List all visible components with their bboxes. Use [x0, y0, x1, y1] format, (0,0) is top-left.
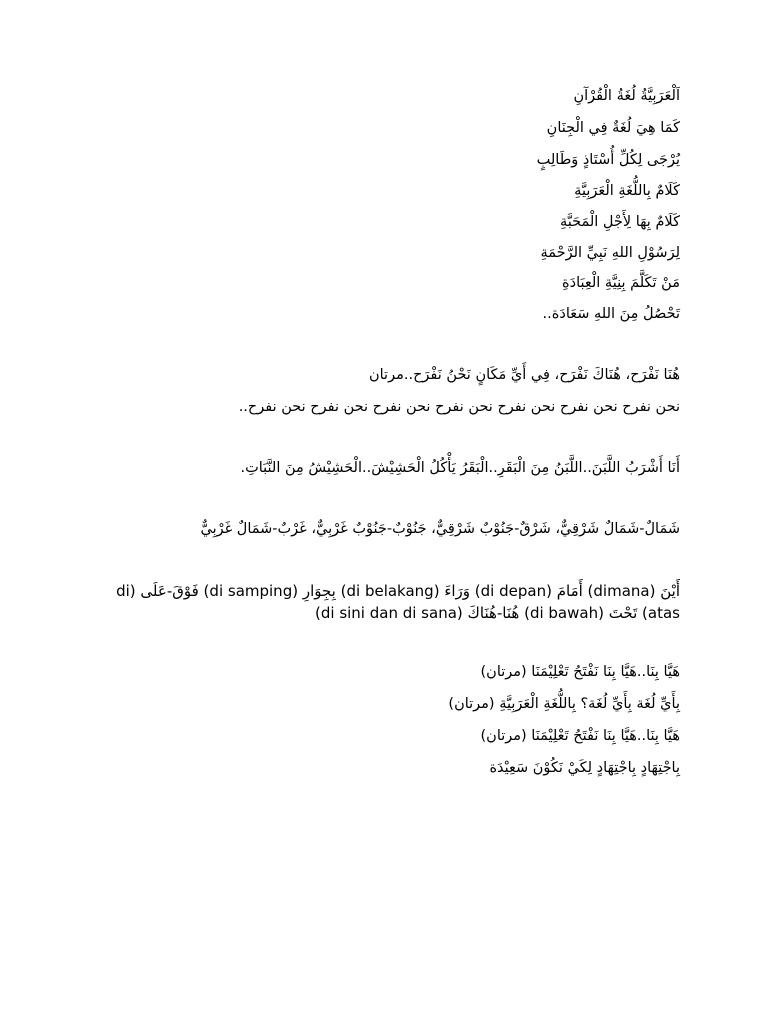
song-here-line: هُنَا نَفْرَح، هُنَاكَ نَفْرَح، فِي أَيِّ مَكَانٍ نَحْنُ نَفْرَح..مرتان — [368, 367, 680, 383]
vocab-line-1: أَيْنَ (dimana) أَمَامَ (di depan) وَرَاءَ (di belakang) بِجِوَارِ (di samping) فَوْقَ-عَلَى (di — [116, 582, 680, 600]
song-which-language-line: بِأَيِّ لُغَة بِأَيِّ لُغَة؟ بِاللُّغَةِ الْعَرَبِيَّةِ (مرتان) — [448, 696, 680, 712]
directions-line: شَمَالٌ-شَمَالٌ شَرْقِيٌّ، شَرْقٌ-جَنُوْبٌ شَرْقِيٌّ، جَنُوْبٌ-جَنُوْبٌ غَرْبِيٌّ، غَرْبٌ-شَمَالٌ غَرْبِيٌّ — [200, 521, 680, 537]
song-lets-go-line-2: هَيَّا بِنَا..هَيَّا بِنَا نَفْتَحُ تَعْلِيْمَنَا (مرتان) — [480, 728, 680, 744]
poem-line-6: لِرَسُوْلِ اللهِ نَبِيِّ الرَّحْمَةِ — [540, 245, 680, 261]
poem-line-7: مَنْ تَكَلَّمَ بِنِيَّةِ الْعِبَادَةِ — [562, 275, 680, 291]
poem-line-8: تَحْصُلُ مِنَ اللهِ سَعَادَة.. — [542, 306, 680, 322]
vocab-line-2: atas) تَحْتَ (di bawah) هُنَا-هُنَاكَ (di sini dan di sana) — [315, 604, 680, 622]
poem-line-1: اَلْعَرَبِيَّةُ لُغَةُ الْقُرْآنِ — [573, 88, 680, 104]
poem-line-4: كَلَامٌ بِاللُّغَةِ الْعَرَبِيَّةِ — [574, 183, 680, 199]
song-we-rejoice-line: نحن نفرح نحن نفرح نحن نفرح نحن نفرح نحن نفرح نحن نفرح نحن نفرح.. — [238, 399, 680, 415]
song-diligence-line: بِاجْتِهَادٍ بِاجْتِهَادٍ لِكَيْ نَكُوْنَ سَعِيْدَة — [489, 760, 680, 776]
song-lets-go-line-1: هَيَّا بِنَا..هَيَّا بِنَا نَفْتَحُ تَعْلِيْمَنَا (مرتان) — [480, 664, 680, 680]
poem-line-2: كَمَا هِيَ لُغَةٌ فِي الْجِنَانِ — [546, 120, 680, 136]
poem-line-3: يُرْجَى لِكُلِّ أُسْتَاذٍ وَطَالِبٍ — [536, 152, 680, 168]
milk-chain-line: أَنَا أَشْرَبُ اللَّبَنَ..اللَّبَنُ مِنَ الْبَقَرِ..الْبَقَرُ يَأْكُلُ الْحَشِيْشَ..الْحَشِيْشُ مِنَ النَّبَاتِ. — [240, 460, 680, 476]
poem-line-5: كَلَامٌ بِهَا لِأَجْلِ الْمَحَبَّةِ — [559, 214, 680, 230]
